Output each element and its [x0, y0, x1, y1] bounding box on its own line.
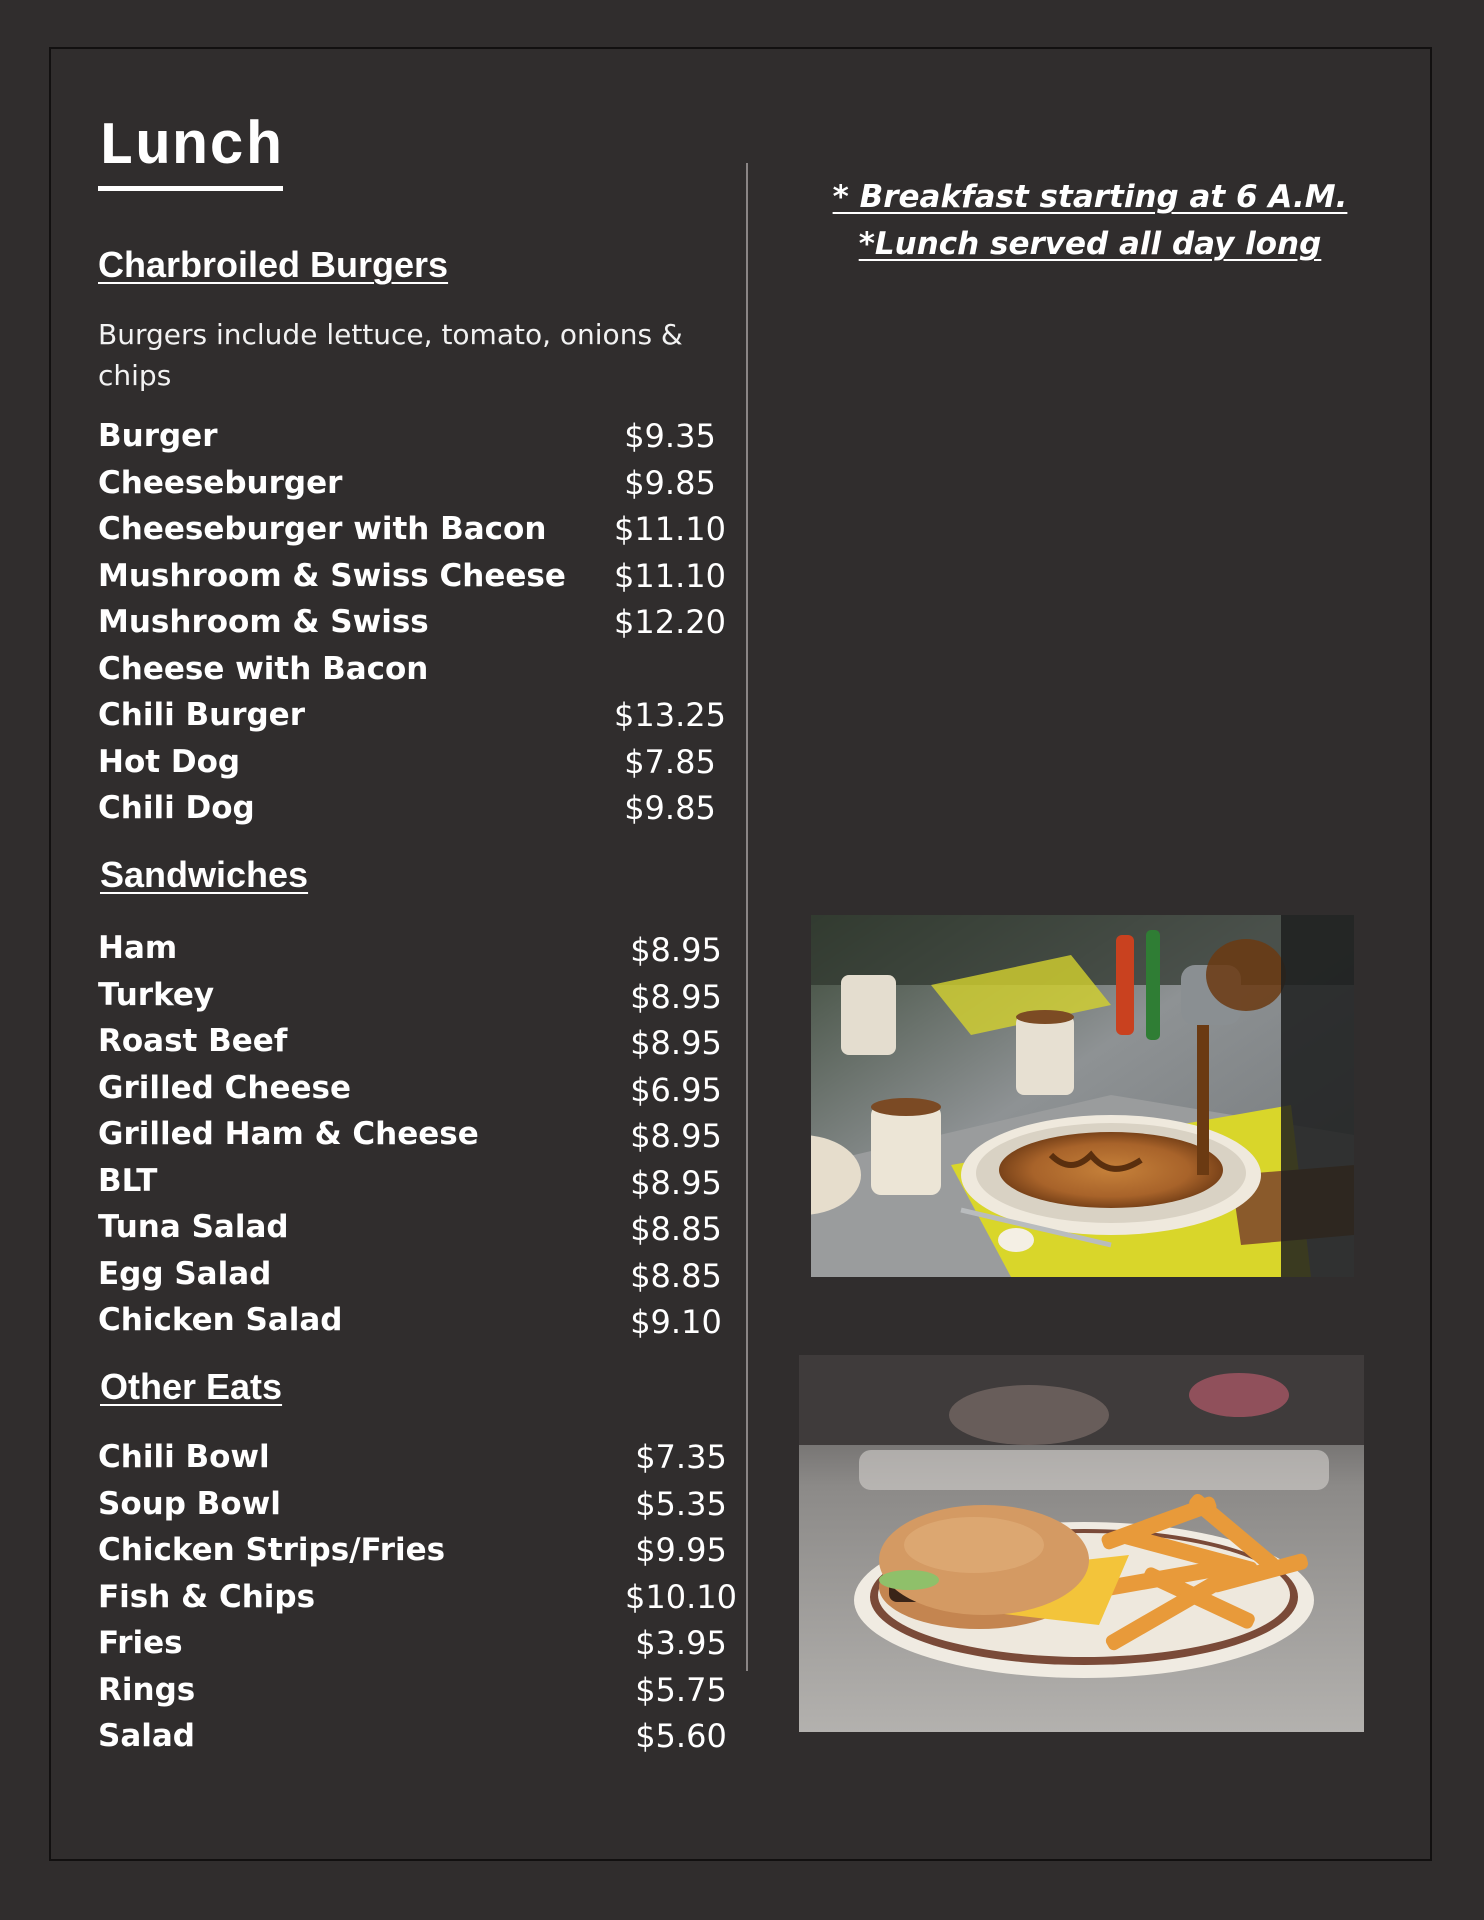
- item-name: Hot Dog: [98, 743, 241, 780]
- list-item: [98, 785, 738, 832]
- list-item: [98, 553, 738, 600]
- item-price: $8.85: [630, 1256, 722, 1295]
- list-item: [98, 925, 738, 972]
- item-price: $11.10: [614, 556, 726, 595]
- list-item: [98, 1713, 738, 1760]
- item-name: Burger: [98, 418, 218, 454]
- item-price: $9.95: [635, 1531, 727, 1569]
- list-item: [98, 1111, 738, 1158]
- breakfast-notice: * Breakfast starting at 6 A.M.: [832, 179, 1348, 215]
- list-item: [98, 1574, 738, 1621]
- item-price: $3.95: [635, 1624, 727, 1662]
- pancakes-photo: [811, 915, 1354, 1277]
- item-name: Grilled Cheese: [98, 1069, 351, 1106]
- item-name: Rings: [98, 1671, 196, 1708]
- list-item: [98, 599, 738, 692]
- item-price: $5.60: [635, 1717, 727, 1755]
- item-name: Chicken Salad: [98, 1302, 343, 1338]
- item-price: $9.10: [630, 1303, 722, 1341]
- item-name: Chili Bowl: [98, 1439, 270, 1475]
- list-item: [98, 1527, 738, 1574]
- list-item: [98, 1434, 738, 1481]
- item-name: Grilled Ham & Cheese: [98, 1116, 479, 1152]
- item-name: Ham: [98, 930, 178, 966]
- item-price: $7.35: [635, 1438, 727, 1476]
- item-price: $6.95: [630, 1070, 722, 1109]
- item-price: $5.75: [635, 1670, 727, 1709]
- item-name: Tuna Salad: [98, 1209, 289, 1245]
- item-name: Cheeseburger with Bacon: [98, 511, 547, 547]
- section-heading-sandwiches: Sandwiches: [100, 854, 309, 895]
- sandwiches-list: [98, 925, 738, 1344]
- item-name: BLT: [98, 1162, 158, 1199]
- list-item: [98, 1158, 738, 1205]
- list-item: [98, 506, 738, 553]
- other-eats-list: [98, 1434, 738, 1760]
- list-item: [98, 1018, 738, 1065]
- list-item: [98, 1481, 738, 1528]
- list-item: [98, 1065, 738, 1112]
- burgers-list: [98, 413, 738, 832]
- item-name: Cheeseburger: [98, 464, 343, 501]
- item-price: $8.95: [630, 977, 722, 1016]
- item-price: $7.85: [624, 742, 716, 781]
- item-price: $9.85: [624, 463, 716, 502]
- item-name: Chicken Strips/Fries: [98, 1532, 446, 1568]
- item-name: Chili Burger: [98, 697, 305, 733]
- section-heading-other-eats: Other Eats: [100, 1366, 283, 1407]
- item-name: Egg Salad: [98, 1255, 272, 1292]
- item-price: $8.85: [630, 1210, 722, 1248]
- list-item: [98, 413, 738, 460]
- item-price: $8.95: [630, 1117, 722, 1155]
- item-name: Roast Beef: [98, 1023, 288, 1059]
- list-item: [98, 1620, 738, 1667]
- burger-fries-photo: [799, 1355, 1364, 1732]
- item-name: Turkey: [98, 976, 215, 1013]
- item-name: Fries: [98, 1625, 183, 1661]
- item-price: $5.35: [635, 1484, 727, 1523]
- item-name: Chili Dog: [98, 790, 255, 826]
- item-price: $10.10: [625, 1577, 737, 1616]
- item-price: $13.25: [614, 696, 726, 734]
- item-price: $9.85: [624, 789, 716, 827]
- hours-notice: [780, 174, 1400, 268]
- item-name: Mushroom & Swiss Cheese: [98, 557, 566, 594]
- item-name: Soup Bowl: [98, 1485, 281, 1522]
- list-item: [98, 1251, 738, 1298]
- list-item: [98, 692, 738, 739]
- item-price: $8.95: [630, 1163, 722, 1202]
- item-price: $12.20: [614, 603, 726, 641]
- section-heading-burgers: Charbroiled Burgers: [98, 244, 449, 285]
- item-name: Mushroom & Swiss Cheese with Bacon: [98, 604, 429, 687]
- list-item: [98, 739, 738, 786]
- item-name: Salad: [98, 1718, 195, 1754]
- list-item: [98, 1297, 738, 1344]
- item-price: $11.10: [614, 510, 726, 548]
- item-price: $8.95: [630, 931, 722, 969]
- list-item: [98, 1667, 738, 1714]
- list-item: [98, 1204, 738, 1251]
- item-price: $8.95: [630, 1024, 722, 1062]
- item-name: Fish & Chips: [98, 1578, 316, 1615]
- lunch-notice: *Lunch served all day long: [858, 226, 1322, 262]
- page-title: Lunch: [98, 118, 283, 191]
- list-item: [98, 460, 738, 507]
- list-item: [98, 972, 738, 1019]
- burgers-description: Burgers include lettuce, tomato, onions & chips: [98, 318, 683, 392]
- item-price: $9.35: [624, 417, 716, 455]
